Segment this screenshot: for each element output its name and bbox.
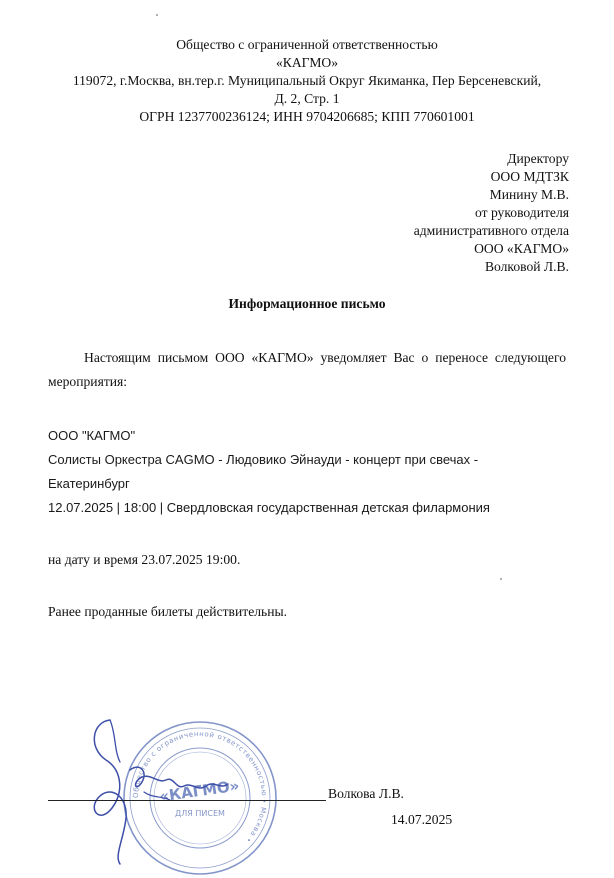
handwritten-signature [70, 700, 230, 870]
signature-line [48, 800, 326, 801]
scan-speck [156, 14, 158, 16]
event-organizer: ООО "КАГМО" [48, 428, 136, 443]
company-header [20, 36, 594, 126]
stamp-sub-text: ДЛЯ ПИСЕМ [175, 809, 225, 818]
event-details [48, 424, 568, 520]
stamp-center-text: «КАГМО» [158, 776, 241, 806]
company-legal-form: Общество с ограниченной ответственностью [176, 37, 438, 52]
sender-organization: ООО «КАГМО» [474, 241, 569, 256]
sender-intro: от руководителя [474, 205, 569, 220]
new-date-line: на дату и время 23.07.2025 19:00. [48, 552, 241, 567]
company-registration-numbers: ОГРН 1237700236124; ИНН 9704206685; КПП 770601001 [139, 109, 475, 124]
addressee-organization: ООО МДТЗК [490, 169, 569, 184]
addressee-block [414, 150, 569, 276]
signing-date: 14.07.2025 [391, 812, 453, 827]
company-address: 119072, г.Москва, вн.тер.г. Муниципальный Округ Якиманка, Пер Берсеневский, [72, 73, 542, 88]
event-city: Екатеринбург [48, 476, 130, 491]
company-name: «КАГМО» [275, 55, 339, 70]
intro-paragraph: Настоящим письмом ООО «КАГМО» уведомляет Вас о переносе следующего мероприятия: [48, 350, 566, 389]
scan-speck [500, 578, 502, 580]
tickets-note: Ранее проданные билеты действительны. [48, 604, 288, 619]
sender-department: административного отдела [413, 223, 569, 238]
addressee-position: Директору [507, 151, 569, 166]
signer-name: Волкова Л.В. [328, 786, 404, 801]
addressee-name: Минину М.В. [489, 187, 569, 202]
stamp-ring-text: Общество с ограниченной ответственностью • Москва • [131, 729, 269, 845]
sender-name: Волковой Л.В. [484, 259, 569, 274]
company-address-building: Д. 2, Стр. 1 [274, 91, 340, 106]
event-date-venue: 12.07.2025 | 18:00 | Свердловская государственная детская филармония [48, 500, 490, 515]
event-name: Солисты Оркестра CAGMO - Людовико Эйнауди - концерт при свечах - [48, 452, 479, 467]
document-title: Информационное письмо [228, 296, 386, 311]
